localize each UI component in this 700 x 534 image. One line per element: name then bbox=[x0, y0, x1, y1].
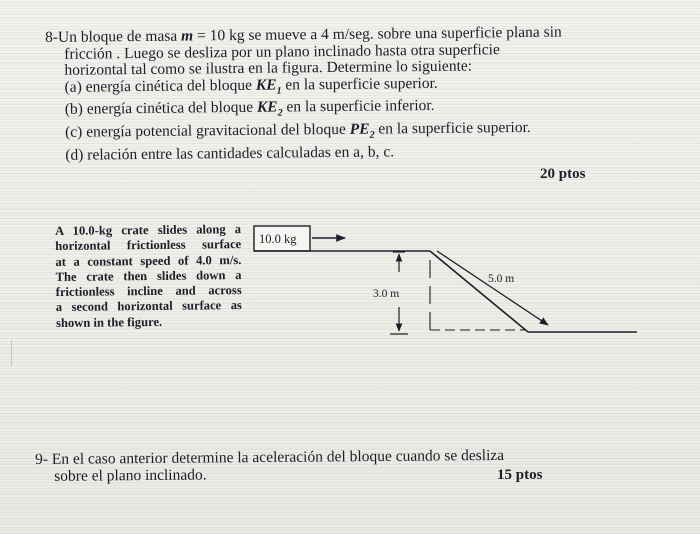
incline-length-arrow bbox=[437, 251, 548, 325]
incline-surface bbox=[430, 251, 528, 332]
problem-9-line-1: 9- En el caso anterior determine la aceleración del bloque cuando se desliza bbox=[34, 446, 505, 468]
caption-line: at a constant speed of 4.0 m/s. bbox=[55, 252, 242, 269]
caption-line: A 10.0-kg crate slides along a bbox=[55, 222, 242, 238]
problem-8-line-2: fricción . Luego se desliza por un plano inclinado hasta otra superficie bbox=[64, 40, 500, 63]
problem-9-line-2: sobre el plano inclinado. bbox=[54, 466, 207, 485]
problem-8-line-3: horizontal tal como se ilustra en la figura. Determine lo siguiente: bbox=[64, 57, 473, 79]
page-crop-mark bbox=[11, 340, 24, 366]
question-b: (b) energía cinética del bloque $KE_2$ en la superficie inferior. bbox=[64, 97, 435, 120]
caption-line: shown in the figure. bbox=[55, 314, 163, 330]
question-d: (d) relación entre las cantidades calculadas en a, b, c. bbox=[65, 143, 395, 164]
problem-8-line-1: 8-Un bloque de masa m = 10 kg se mueve a 4 m/seg. sobre una superficie plana sin bbox=[44, 23, 562, 46]
height-label: 3.0 m bbox=[373, 288, 400, 300]
incline-label: 5.0 m bbox=[488, 273, 515, 285]
caption-line: a second horizontal surface as bbox=[55, 298, 242, 315]
question-a: (a) energía cinética del bloque $KE_1$ en la superficie superior. bbox=[64, 74, 438, 97]
question-c: (c) energía potencial gravitacional del bloque $PE_2$ en la superficie superior. bbox=[64, 119, 531, 141]
crate-label: 10.0 kg bbox=[259, 232, 297, 246]
mass-variable: m bbox=[181, 27, 194, 45]
caption-line: The crate then slides down a bbox=[55, 267, 242, 284]
caption-line: horizontal frictionless surface bbox=[55, 237, 242, 254]
problem-9-points: 15 ptos bbox=[497, 467, 543, 483]
caption-line: frictionless incline and across bbox=[55, 283, 242, 300]
problem-8-points: 20 ptos bbox=[540, 166, 586, 182]
